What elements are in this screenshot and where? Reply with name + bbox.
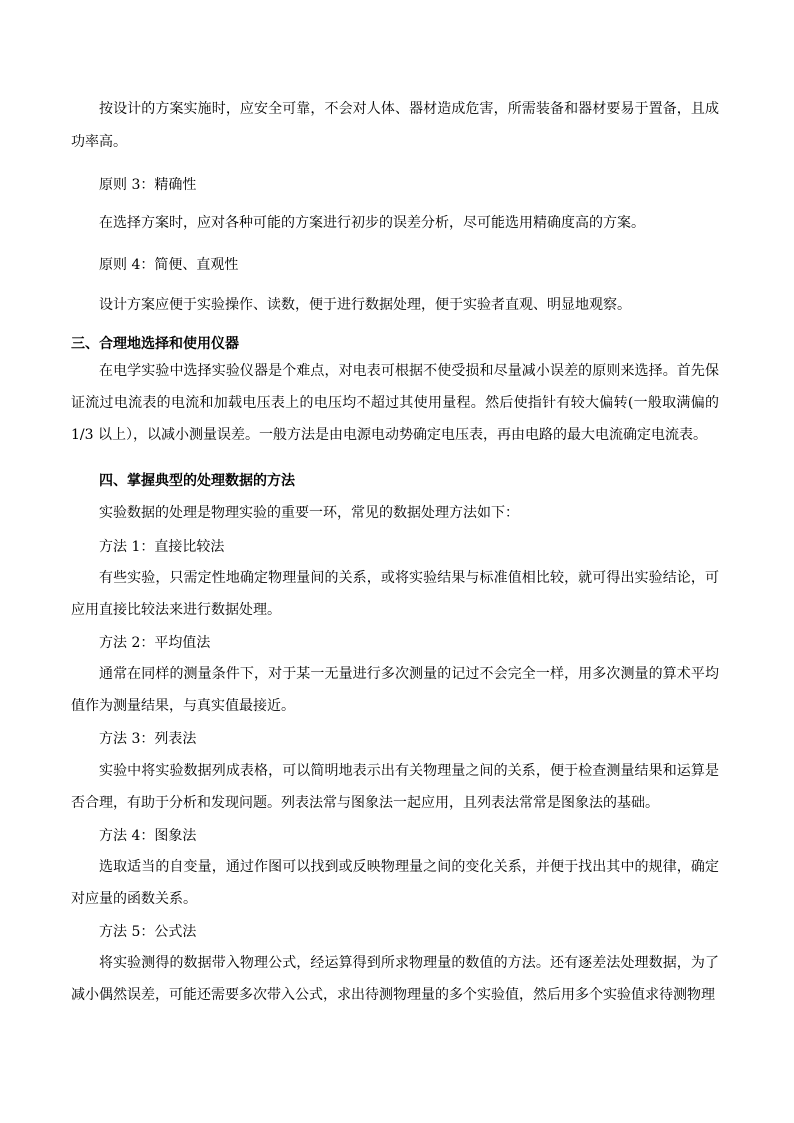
method-2-label: 方法 2：平均值法 (99, 635, 211, 651)
paragraph-safety: 按设计的方案实施时，应安全可靠，不会对人体、器材造成危害，所需装备和器材要易于置备，且成功率高。 (71, 101, 719, 150)
paragraph-method-3: 实验中将实验数据列成表格，可以简明地表示出有关物理量之间的关系，便于检查测量结果和运算是否合理，有助于分析和发现问题。列表法常与图象法一起应用，且列表法常常是图象法的基础。 (71, 763, 719, 811)
paragraph-principle-4: 设计方案应便于实验操作、读数，便于进行数据处理，便于实验者直观、明显地观察。 (99, 297, 631, 313)
principle-4-label: 原则 4：简便、直观性 (99, 257, 239, 273)
method-4-label: 方法 4：图象法 (99, 828, 197, 844)
section-heading-4: 四、掌握典型的处理数据的方法 (99, 473, 295, 489)
method-5-label: 方法 5：公式法 (99, 924, 197, 940)
section-heading-3: 三、合理地选择和使用仪器 (71, 336, 239, 352)
paragraph-section-4: 实验数据的处理是物理实验的重要一环，常见的数据处理方法如下： (99, 505, 519, 521)
method-3-label: 方法 3：列表法 (99, 731, 197, 747)
principle-3-label: 原则 3：精确性 (99, 177, 197, 193)
paragraph-method-5: 将实验测得的数据带入物理公式，经运算得到所求物理量的数值的方法。还有逐差法处理数据，为了减小偶然误差，可能还需要多次带入公式，求出待测物理量的多个实验值，然后用多个实验值求待测物理 (71, 955, 719, 1003)
paragraph-principle-3: 在选择方案时，应对各种可能的方案进行初步的误差分析，尽可能选用精确度高的方案。 (99, 215, 645, 231)
paragraph-method-4: 选取适当的自变量，通过作图可以找到或反映物理量之间的变化关系，并便于找出其中的规律，确定对应量的函数关系。 (71, 859, 719, 907)
paragraph-method-1: 有些实验，只需定性地确定物理量间的关系，或将实验结果与标准值相比较，就可得出实验结论，可应用直接比较法来进行数据处理。 (71, 570, 719, 618)
paragraph-section-3: 在电学实验中选择实验仪器是个难点，对电表可根据不使受损和尽量减小误差的原则来选择。首先保证流过电流表的电流和加载电压表上的电压均不超过其使用量程。然后使指针有较大偏转(一般取满偏的 1/3 以上），以减小测量误差。一般方法是由电源电动势确定电压表，再由电路的最大电流确定电流表。 (71, 363, 719, 443)
paragraph-method-2: 通常在同样的测量条件下，对于某一无量进行多次测量的记过不会完全一样，用多次测量的算术平均值作为测量结果，与真实值最接近。 (71, 666, 719, 714)
method-1-label: 方法 1：直接比较法 (99, 539, 225, 555)
